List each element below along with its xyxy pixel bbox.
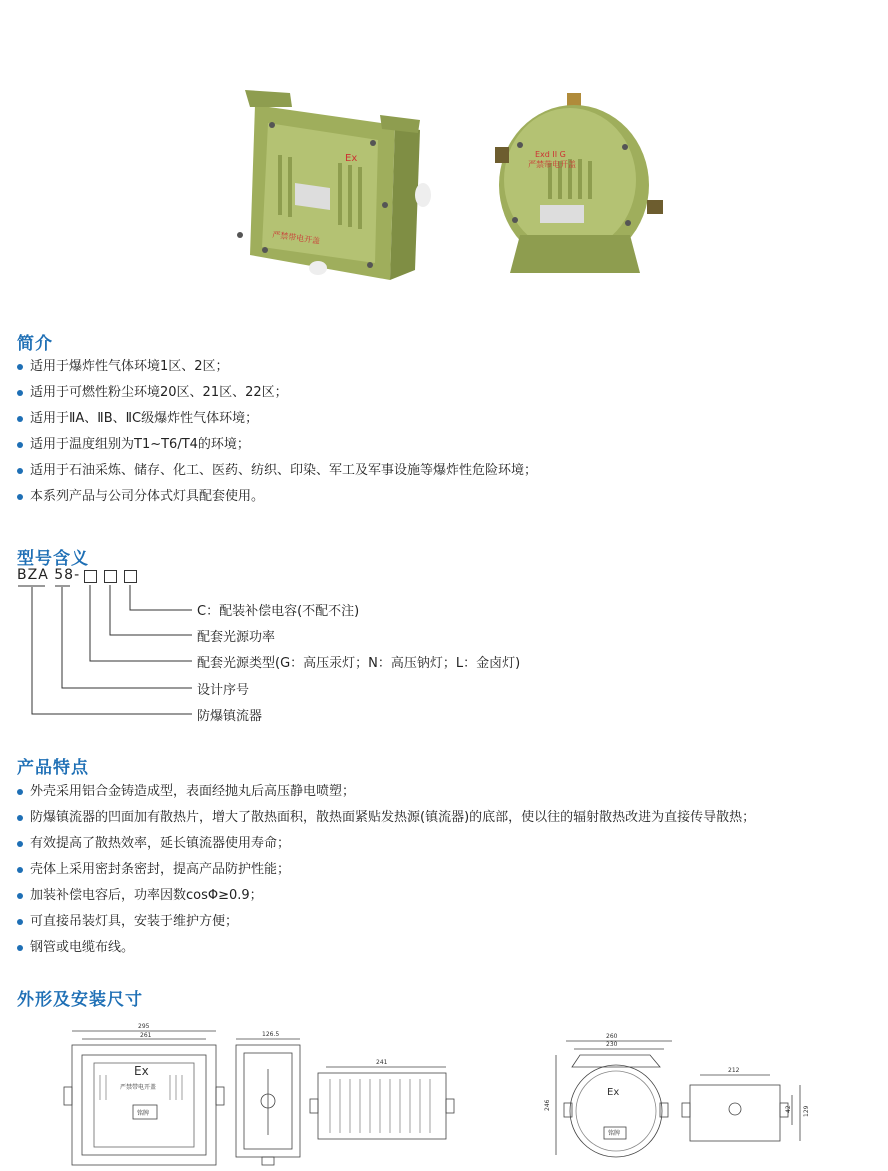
- bullet-icon: [17, 841, 23, 847]
- dim-label: 42: [785, 1105, 792, 1113]
- drawing-ex-label: Ex: [607, 1087, 620, 1098]
- side-view-drawing: [236, 1039, 300, 1165]
- bullet-icon: [17, 364, 23, 370]
- drawing-ex-label: Ex: [134, 1064, 149, 1078]
- model-code: BZA 58-: [17, 567, 81, 583]
- model-label: 防爆镇流器: [197, 709, 263, 724]
- product-photos: [0, 85, 888, 285]
- list-item: 防爆镇流器的凹面加有散热片，增大了散热面积，散热面紧贴发热源(镇流器)的底部，使以往的辐射散热改进为直接传导散热；: [17, 805, 755, 831]
- bullet-icon: [17, 945, 23, 951]
- list-item: 壳体上采用密封条密封，提高产品防护性能；: [17, 857, 755, 883]
- list-item: 外壳采用铝合金铸造成型，表面经抛丸后高压静电喷塑；: [17, 779, 755, 805]
- round-rating-label: Exd II G: [535, 150, 566, 159]
- list-item: 可直接吊装灯具，安装于维护方便；: [17, 909, 755, 935]
- list-item: 适用于石油采炼、储存、化工、医药、纺织、印染、军工及军事设施等爆炸性危险环境；: [17, 458, 537, 484]
- bullet-icon: [17, 494, 23, 500]
- bullet-icon: [17, 815, 23, 821]
- dimensions-title: 外形及安装尺寸: [17, 990, 143, 1010]
- box-warning-label: 严禁带电开盖: [271, 230, 321, 246]
- box-ballast-photo: [237, 90, 431, 280]
- dim-label: 246: [544, 1099, 551, 1111]
- model-label: 配套光源类型(G：高压汞灯；N：高压钠灯；L：金卤灯): [197, 656, 521, 671]
- features-list: [17, 779, 755, 961]
- model-leader-lines: [0, 560, 888, 730]
- model-label: 设计序号: [197, 683, 250, 698]
- list-item: 适用于可燃性粉尘环境20区、21区、22区；: [17, 380, 537, 406]
- model-title: 型号含义: [17, 549, 89, 569]
- bullet-icon: [17, 919, 23, 925]
- bullet-icon: [17, 867, 23, 873]
- dim-label: 126.5: [262, 1031, 280, 1038]
- dim-label: 260: [606, 1033, 618, 1040]
- model-label: 配套光源功率: [197, 630, 276, 645]
- list-item: 本系列产品与公司分体式灯具配套使用。: [17, 484, 537, 510]
- dim-label: 261: [140, 1032, 152, 1039]
- front-view-drawing: [64, 1031, 224, 1165]
- dim-label: 212: [728, 1067, 740, 1074]
- drawing-plate-label: 铭牌: [608, 1130, 621, 1137]
- list-item: 适用于温度组别为T1~T6/T4的环境；: [17, 432, 537, 458]
- dim-label: 295: [138, 1023, 150, 1030]
- model-code-diagram: [0, 560, 888, 730]
- drawing-plate-label: 铭牌: [137, 1110, 150, 1117]
- drawing-warning-label: 严禁带电开盖: [120, 1084, 157, 1091]
- bullet-icon: [17, 390, 23, 396]
- intro-title: 简介: [17, 334, 53, 354]
- model-label: C：配装补偿电容(不配不注): [197, 604, 360, 619]
- dim-label: 241: [376, 1059, 388, 1066]
- bullet-icon: [17, 442, 23, 448]
- dim-label: 230: [606, 1041, 618, 1048]
- list-item: 适用于爆炸性气体环境1区、2区；: [17, 354, 537, 380]
- bullet-icon: [17, 789, 23, 795]
- box-ex-label: Ex: [345, 153, 358, 164]
- dimension-drawings: [0, 1015, 888, 1171]
- list-item: 加装补偿电容后，功率因数cosΦ≥0.9；: [17, 883, 755, 909]
- list-item: 适用于ⅡA、ⅡB、ⅡC级爆炸性气体环境；: [17, 406, 537, 432]
- bullet-icon: [17, 416, 23, 422]
- bullet-icon: [17, 893, 23, 899]
- round-warning-label: 严禁带电开盖: [528, 160, 576, 169]
- list-item: 钢管或电缆布线。: [17, 935, 755, 961]
- round-ballast-photo: [495, 93, 663, 273]
- dim-label: 129: [803, 1105, 810, 1117]
- top-view-drawing: [310, 1067, 454, 1139]
- list-item: 有效提高了散热效率，延长镇流器使用寿命；: [17, 831, 755, 857]
- bullet-icon: [17, 468, 23, 474]
- round-side-drawing: [682, 1075, 800, 1141]
- features-title: 产品特点: [17, 758, 89, 778]
- intro-list: [17, 354, 537, 510]
- round-front-drawing: [556, 1041, 672, 1157]
